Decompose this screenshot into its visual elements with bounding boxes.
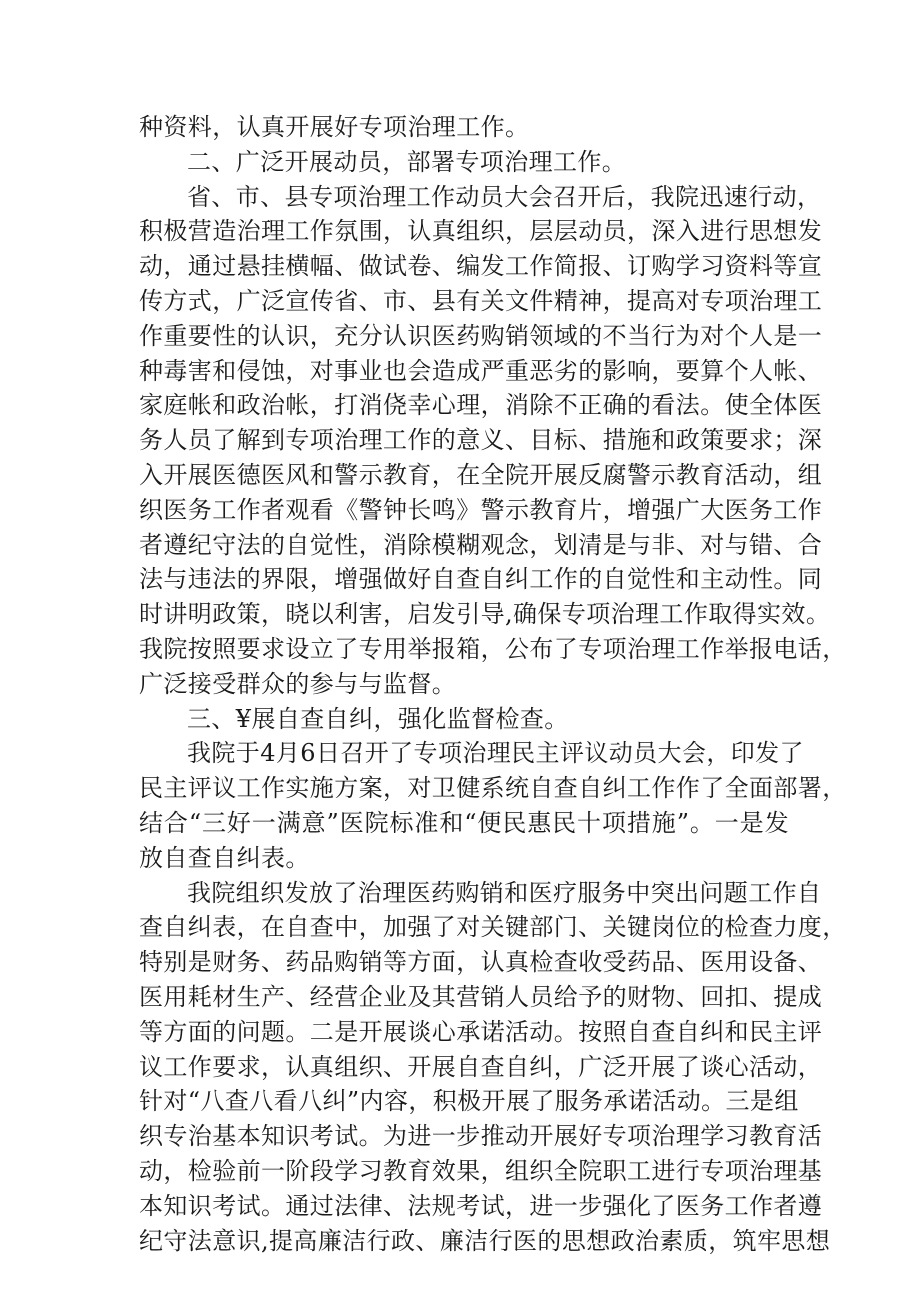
text-line: 作重要性的认识，充分认识医药购销领域的不当行为对个人是一 [139, 321, 823, 350]
text-line: 二、广泛开展动员，部署专项治理工作。 [187, 147, 627, 176]
text-line: 放自查自纠表。 [139, 843, 310, 872]
text-line: 者遵纪守法的自觉性，消除模糊观念，划清是与非、对与错、合 [139, 530, 823, 559]
text-line: 动，检验前一阶段学习教育效果，组织全院职工进行专项治理基 [139, 1156, 823, 1185]
text-line: 种毒害和侵蚀，对事业也会造成严重恶劣的影响，要算个人帐、 [139, 356, 823, 385]
text-line: 民主评议工作实施方案，对卫健系统自查自纠工作作了全面部署， [139, 774, 847, 803]
text-line: 广泛接受群众的参与与监督。 [139, 669, 457, 698]
text-line: 织专治基本知识考试。为进一步推动开展好专项治理学习教育活 [139, 1122, 823, 1151]
text-line: 查自纠表，在自查中，加强了对关键部门、关键岗位的检查力度， [139, 913, 847, 942]
text-line: 家庭帐和政治帐，打消侥幸心理，消除不正确的看法。使全体医 [139, 391, 823, 420]
text-line: 等方面的问题。二是开展谈心承诺活动。按照自查自纠和民主评 [139, 1017, 823, 1046]
text-line: 动，通过悬挂横幅、做试卷、编发工作简报、订购学习资料等宣 [139, 252, 823, 281]
text-line: 我院组织发放了治理医药购销和医疗服务中突出问题工作自 [187, 878, 822, 907]
text-line: 织医务工作者观看《警钟长鸣》警示教育片，增强广大医务工作 [139, 495, 823, 524]
text-line: 我院按照要求设立了专用举报箱，公布了专项治理工作举报电话， [139, 634, 847, 663]
text-line: 时讲明政策，晓以利害，启发引导,确保专项治理工作取得实效。 [139, 600, 831, 629]
text-line: 省、市、县专项治理工作动员大会召开后，我院迅速行动， [187, 182, 822, 211]
text-line: 议工作要求，认真组织、开展自查自纠，广泛开展了谈心活动， [139, 1052, 823, 1081]
text-line: 务人员了解到专项治理工作的意义、目标、措施和政策要求；深 [139, 426, 823, 455]
text-line: 本知识考试。通过法律、法规考试，进一步强化了医务工作者遵 [139, 1191, 823, 1220]
text-line: 积极营造治理工作氛围，认真组织，层层动员，深入进行思想发 [139, 217, 823, 246]
text-line: 结合“三好一满意”医院标准和“便民惠民十项措施”。一是发 [139, 808, 789, 837]
text-line: 针对“八查八看八纠”内容，积极开展了服务承诺活动。三是组 [139, 1087, 799, 1116]
text-line: 种资料，认真开展好专项治理工作。 [139, 113, 530, 141]
text-line: 入开展医德医风和警示教育，在全院开展反腐警示教育活动，组 [139, 460, 823, 489]
text-line: 传方式，广泛宣传省、市、县有关文件精神，提高对专项治理工 [139, 286, 823, 315]
text-line: 法与违法的界限，增强做好自查自纠工作的自觉性和主动性。同 [139, 565, 823, 594]
text-line: 特别是财务、药品购销等方面，认真检查收受药品、医用设备、 [139, 948, 823, 977]
text-line: 医用耗材生产、经营企业及其营销人员给予的财物、回扣、提成 [139, 982, 823, 1011]
document-page [139, 110, 847, 1258]
text-line: 纪守法意识,提高廉洁行政、廉洁行医的思想政治素质，筑牢思想 [139, 1226, 831, 1255]
text-line: 三、¥展自查自纠，强化监督检查。 [187, 704, 569, 733]
text-line: 我院于4月6日召开了专项治理民主评议动员大会，印发了 [187, 739, 804, 768]
